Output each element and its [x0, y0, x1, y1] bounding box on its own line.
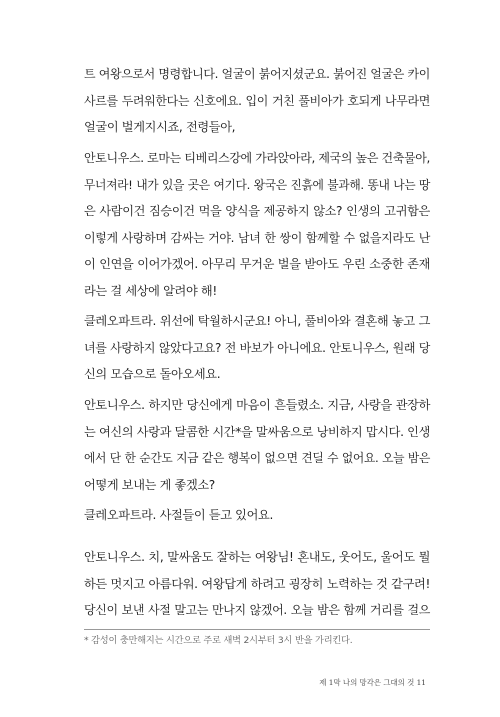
- text-line: 신의 모습으로 돌아오세요.: [84, 367, 221, 381]
- paragraph-4: [84, 392, 430, 498]
- text-line: 안토니우스. 로마는 티베리스강에 가라앉아라, 제국의 높은 건축물아,: [84, 151, 430, 165]
- page-footer: 제 1막 나의 망각은 그대의 것 11: [319, 678, 426, 687]
- text-line: 얼굴이 벌게지시죠, 전령들아,: [84, 120, 236, 134]
- text-line: 라는 걸 세상에 알려야 해!: [84, 283, 217, 298]
- text-line: 클레오파트라. 위선에 탁월하시군요! 아니, 풀비아와 결혼해 놓고 그: [84, 314, 430, 328]
- footnote-divider: [84, 629, 430, 630]
- footnote: * 감성이 충만해지는 시간으로 주로 새벽 2시부터 3시 반을 가리킨다.: [84, 635, 353, 646]
- text-line: 어떻게 보내는 게 좋겠소?: [84, 477, 215, 492]
- text-line: 안토니우스. 치, 말싸움도 잘하는 여왕님! 혼내도, 웃어도, 울어도 뭘: [84, 550, 430, 564]
- paragraph-1: [84, 61, 430, 141]
- text-line: 이렇게 사랑하며 감싸는 거야. 남녀 한 쌍이 함께할 수 없을지라도 난: [84, 230, 430, 245]
- text-line: 는 여신의 사랑과 달콤한 시간*을 말싸움으로 낭비하지 맙시다. 인생: [84, 424, 430, 439]
- paragraph-6: [84, 544, 430, 624]
- text-line: 안토니우스. 하지만 당신에게 마음이 흔들렸소. 지금, 사랑을 관장하: [84, 398, 430, 412]
- paragraph-2: [84, 145, 430, 304]
- text-line: 하든 멋지고 아름다워. 여왕답게 하려고 굉장히 노력하는 것 같구려!: [84, 576, 430, 591]
- text-line: 녀를 사랑하지 않았다고요? 전 바보가 아니에요. 안토니우스, 원래 당: [84, 340, 430, 355]
- text-line: 은 사람이건 짐승이건 먹을 양식을 제공하지 않소? 인생의 고귀함은: [84, 204, 430, 218]
- text-line: 클레오파트라. 사절들이 듣고 있어요.: [84, 508, 273, 522]
- text-line: 무너져라! 내가 있을 곳은 여기다. 왕국은 진흙에 불과해. 똥내 나는 땅: [84, 177, 430, 192]
- text-line: 에서 단 한 순간도 지금 같은 행복이 없으면 견딜 수 없어요. 오늘 밤은: [84, 451, 430, 465]
- paragraph-3: [84, 308, 430, 388]
- paragraph-5: [84, 502, 430, 529]
- text-line: 트 여왕으로서 명령합니다. 얼굴이 붉어지셨군요. 붉어진 얼굴은 카이: [84, 67, 430, 81]
- text-line: 사르를 두려워한다는 신호에요. 입이 거친 풀비아가 호되게 나무라면: [84, 93, 430, 108]
- text-line: 이 인연을 이어가겠어. 아무리 무거운 벌을 받아도 우린 소중한 존재: [84, 257, 430, 271]
- text-line: 당신이 보낸 사절 말고는 만나지 않겠어. 오늘 밤은 함께 거리를 걸으: [84, 603, 430, 617]
